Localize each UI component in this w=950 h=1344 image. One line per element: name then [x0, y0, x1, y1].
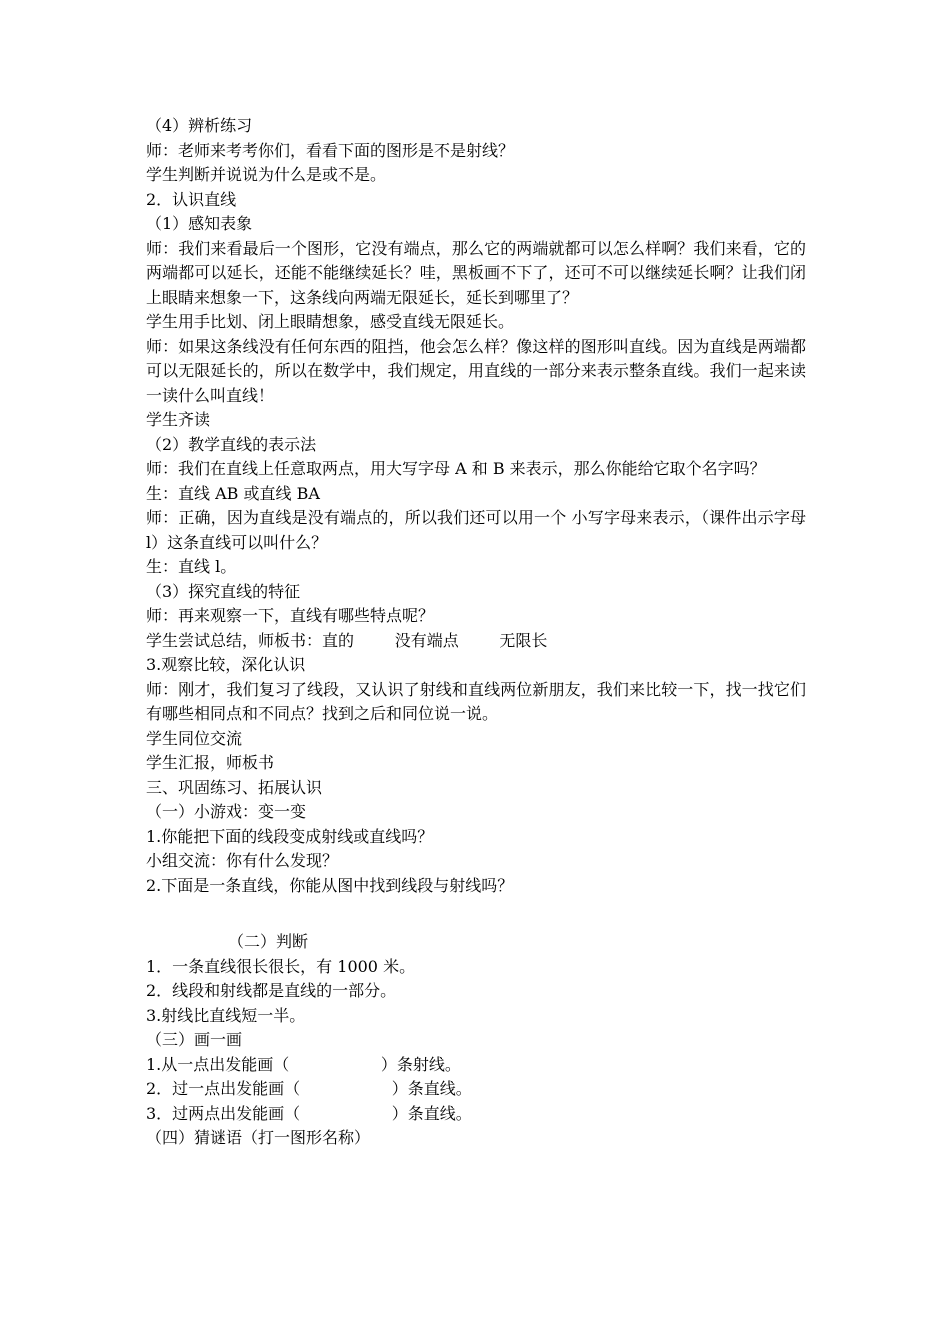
exercise-item: 2．过一点出发能画（ ）条直线。 — [146, 1079, 472, 1098]
teacher-line: 师：我们在直线上任意取两点，用大写字母 A 和 B 来表示，那么你能给它取个名字吗？ — [146, 459, 766, 478]
teacher-line: 师：如果这条线没有任何东西的阻挡，他会怎么样？像这样的图形叫直线。因为直线是两端都可以无限延长的，所以在数学中，我们规定，用直线的一部分来表示整条直线。我们一起来读一读什么叫直线！ — [146, 336, 806, 405]
exercise-item: 1.你能把下面的线段变成射线或直线吗？ — [146, 826, 434, 846]
teacher-line: 师：刚才，我们复习了线段，又认识了射线和直线两位新朋友，我们来比较一下，找一找它们有哪些相同点和不同点？找到之后和同位说一说。 — [146, 679, 806, 723]
document-body — [146, 114, 806, 1151]
student-line: 生：直线 AB 或直线 BA — [146, 483, 320, 503]
student-line: 学生尝试总结，师板书：直的 没有端点 无限长 — [146, 630, 548, 650]
teacher-line: 师：老师来考考你们，看看下面的图形是不是射线？ — [146, 140, 515, 160]
exercise-item: 小组交流：你有什么发现？ — [146, 851, 339, 870]
section-heading: 2．认识直线 — [146, 189, 237, 209]
exercise-item: 1.从一点出发能画（ ）条射线。 — [146, 1054, 461, 1074]
student-line: 学生同位交流 — [146, 728, 243, 748]
subsection-heading: （二）判断 — [228, 932, 309, 951]
exercise-item: 3.射线比直线短一半。 — [146, 1005, 306, 1025]
subsection-heading: （4）辨析练习 — [146, 116, 253, 135]
exercise-item: 2.下面是一条直线，你能从图中找到线段与射线吗？ — [146, 875, 514, 895]
exercise-item: 3．过两点出发能画（ ）条直线。 — [146, 1103, 472, 1123]
student-line: 生：直线 l。 — [146, 557, 237, 576]
exercise-item: 2．线段和射线都是直线的一部分。 — [146, 981, 397, 1000]
subsection-heading: （四）猜谜语（打一图形名称） — [146, 1128, 371, 1147]
subsection-heading: （3）探究直线的特征 — [146, 581, 301, 601]
subsection-heading: （2）教学直线的表示法 — [146, 434, 317, 454]
student-line: 学生用手比划、闭上眼睛想象，感受直线无限延长。 — [146, 312, 515, 331]
blank-space — [146, 898, 806, 930]
student-line: 学生判断并说说为什么是或不是。 — [146, 165, 387, 184]
student-line: 学生汇报，师板书 — [146, 753, 275, 772]
teacher-line: 师：正确，因为直线是没有端点的，所以我们还可以用一个 小写字母来表示，（课件出示字母 l）这条直线可以叫什么？ — [146, 508, 806, 552]
subsection-heading: （一）小游戏：变一变 — [146, 802, 307, 821]
exercise-item: 1．一条直线很长很长，有 1000 米。 — [146, 956, 416, 976]
subsection-heading: （1）感知表象 — [146, 214, 253, 233]
section-heading: 3.观察比较，深化认识 — [146, 655, 306, 674]
subsection-heading: （三）画一画 — [146, 1030, 243, 1049]
teacher-line: 师：再来观察一下，直线有哪些特点呢？ — [146, 606, 435, 625]
student-line: 学生齐读 — [146, 410, 211, 429]
teacher-line: 师：我们来看最后一个图形，它没有端点，那么它的两端就都可以怎么样啊？我们来看，它的两端都可以延长，还能不能继续延长？哇，黑板画不下了，还可不可以继续延长啊？让我们闭上眼睛来想象一下，这条线向两端无限延长，延长到哪里了？ — [146, 238, 806, 307]
section-heading: 三、巩固练习、拓展认识 — [146, 777, 323, 797]
